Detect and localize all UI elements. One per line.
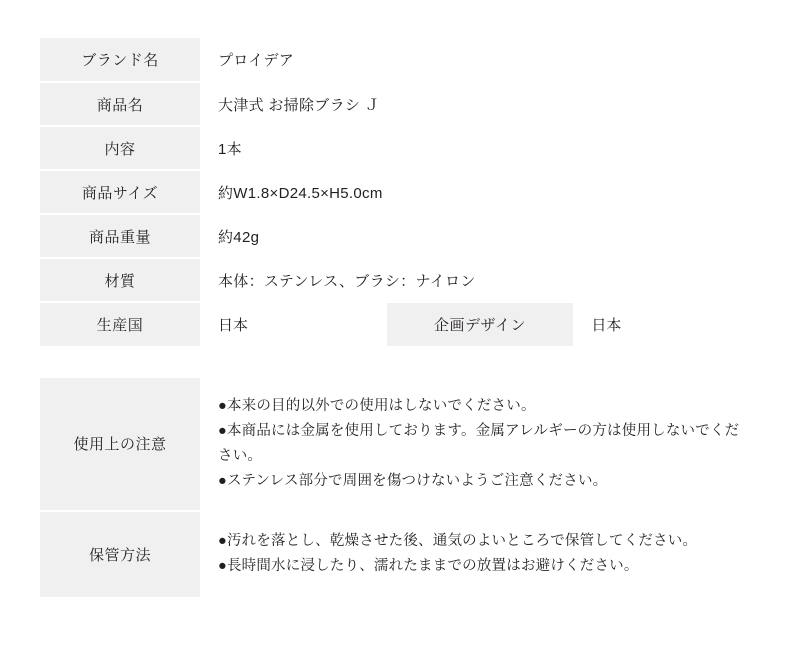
notes-line: ●汚れを落とし、乾燥させた後、通気のよいところで保管してください。 bbox=[218, 533, 698, 550]
spec-value-size: 約W1.8×D24.5×H5.0cm bbox=[200, 170, 573, 214]
spec-label-weight: 商品重量 bbox=[40, 214, 200, 258]
notes-line: ●長時間水に浸したり、濡れたままでの放置はお避けください。 bbox=[218, 558, 639, 575]
spec-label-material: 材質 bbox=[40, 258, 200, 302]
spec-value-contents: 1本 bbox=[200, 126, 573, 170]
spec-value-material: 本体：ステンレス、ブラシ：ナイロン bbox=[200, 258, 573, 302]
table-row bbox=[40, 511, 760, 597]
notes-line: ●ステンレス部分で周囲を傷つけないようご注意ください。 bbox=[218, 472, 608, 489]
table-row bbox=[40, 170, 760, 214]
spec-label-product-name: 商品名 bbox=[40, 82, 200, 126]
table-row bbox=[40, 82, 760, 126]
spec-label-design: 企画デザイン bbox=[387, 302, 574, 346]
notes-label-storage: 保管方法 bbox=[40, 511, 200, 597]
specification-table bbox=[40, 38, 760, 346]
notes-line: ●本来の目的以外での使用はしないでください。 bbox=[218, 398, 536, 414]
spec-label-contents: 内容 bbox=[40, 126, 200, 170]
spec-value-origin: 日本 bbox=[200, 302, 387, 346]
notes-line: ●本商品には金属を使用しております。金属アレルギーの方は使用しないでください。 bbox=[218, 422, 740, 464]
spec-label-size: 商品サイズ bbox=[40, 170, 200, 214]
table-row bbox=[40, 258, 760, 302]
spec-label-origin: 生産国 bbox=[40, 302, 200, 346]
notes-table bbox=[40, 378, 760, 597]
table-row bbox=[40, 378, 760, 511]
spec-label-brand: ブランド名 bbox=[40, 38, 200, 82]
spec-value-brand: プロイデア bbox=[200, 38, 573, 82]
table-row bbox=[40, 126, 760, 170]
notes-label-usage: 使用上の注意 bbox=[40, 378, 200, 511]
notes-body-storage bbox=[200, 511, 760, 597]
table-row bbox=[40, 38, 760, 82]
spec-value-design: 日本 bbox=[573, 302, 760, 346]
table-row bbox=[40, 302, 760, 346]
notes-body-usage bbox=[200, 378, 760, 511]
table-row bbox=[40, 214, 760, 258]
spec-value-product-name: 大津式 お掃除ブラシ Ｊ bbox=[200, 82, 573, 126]
spec-value-weight: 約42g bbox=[200, 214, 573, 258]
